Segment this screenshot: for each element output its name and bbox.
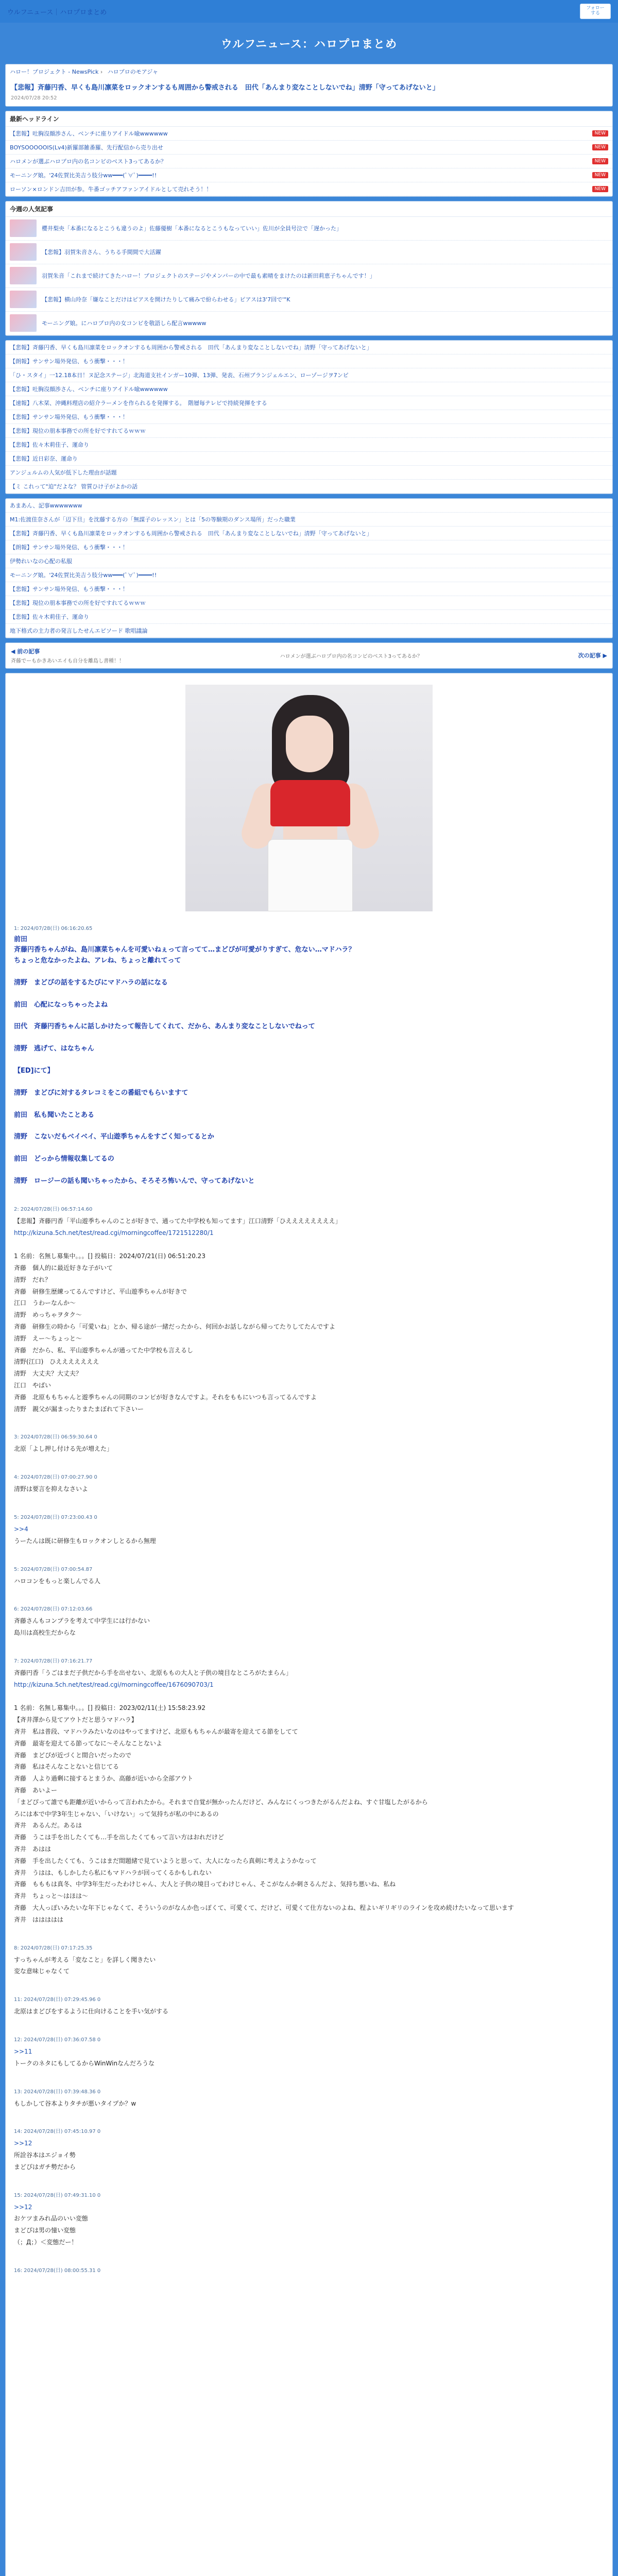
breadcrumb-item[interactable]: ハロプロのモアジャ [107,69,159,75]
post-body [14,1667,604,1926]
list-item[interactable] [6,480,612,494]
headline-panel [5,64,613,107]
post-line: 斉井 私は普段、マドハラみたいなのはやってますけど、北原ももちゃんが最寄を迎えてる節をしてて [14,1727,298,1735]
list-item[interactable] [6,499,612,513]
thread-post [14,924,604,1187]
post-link[interactable]: http://kizuna.5ch.net/test/read.cgi/morningcoffee/1721512280/1 [14,1229,214,1236]
article-body [5,673,613,2576]
post-line: 所詮谷本はエジョイ勢 [14,2151,76,2159]
thread-post [14,1472,604,1495]
headline-link[interactable]: ハロメンが選ぶハロプロ内の名コンビのベスト3ってあるか？ [10,158,166,165]
post-line: 田代 斉藤円香ちゃんに話しかけたって報告してくれて、だから、あんまり変なことしないでねって [14,1023,315,1031]
new-badge: NEW [592,158,608,164]
thread-post [14,1513,604,1547]
post-meta: 14: 2024/07/28(日) 07:45:10.97 0 [14,2129,101,2135]
post-line: 斉藤 大人っぽいみたいな年下じゃなくて、そういうのがなんか色っぽくて、可愛くて、だけど、可愛くて仕方ないのよね、程よいギリギリのラインを攻め続けたいなって思います [14,1904,514,1911]
post-line: 前田 心配になっちゃったよね [14,1001,108,1009]
list-item[interactable] [6,554,612,568]
post-line: 清野 親父が漏まったりまたまぼれて下さいー [14,1405,144,1413]
post-line: 【ED]にて】 [14,1067,54,1075]
thumbnail-image[interactable] [10,219,37,237]
list-item-link[interactable]: 地下格式の主力者の発言したせんエピソード 歌唱議論 [10,627,148,634]
popular-link[interactable]: 【悲報】羽賀朱音さん、うちる手間間で大活躍 [42,249,161,256]
post-line: すっちゃんが考える「変なこと」を詳しく聞きたい [14,1956,156,1963]
post-meta: 1: 2024/07/28(日) 06:16:20.65 [14,925,93,931]
post-line: 斉藤円香「うごはまだ子供だから手を出せない、北原ももの大人と子供の境目なところがたまらん」 [14,1669,293,1676]
list-item-link[interactable]: 伊勢れいなの心配の私服 [10,557,72,565]
thumbnail-image[interactable] [10,291,37,308]
post-line: 【斉井澤から見てアウトだと思うマドハラ】 [14,1716,138,1724]
post-body [14,2201,604,2248]
popular-row[interactable] [6,312,612,335]
popular-link[interactable]: 櫻井梨央「本番になるとこうも違うのよ」佐藤優樹「本番になるとこうもなっていい」佐川が全員号泣で「遅かった」 [42,225,342,232]
thread-post [14,1995,604,2018]
breadcrumb: ハロー！プロジェクト - NewsPick › ハロプロのモアジャ [10,69,159,75]
post-line: 江口 うわーなんか～ [14,1299,76,1307]
post-line: 1 名前：名無し募集中。。。[] 投稿日：2024/07/21(日) 06:51:20.23 [14,1252,205,1260]
headline-link[interactable]: モーニング娘。'24佐賀比美吉う肢分ww━━━(ﾟ∀ﾟ)━━━━!! [10,172,157,179]
thumbnail-image[interactable] [10,267,37,284]
list-item-link[interactable]: 【悲報】現位の朋本事務での所を好ですれてるｗｗｗ [10,427,146,434]
thread-post [14,2035,604,2070]
prev-title: 斉藤でーもかきあいエイも自分を離島し書種！！ [11,658,124,664]
list-item-link[interactable]: 【悲報】斉藤円香、早くも島川凛菜をロックオンするも周囲から警戒される 田代「あんまり変なことしないでね」清野「守ってあげないと」 [10,344,372,351]
list-item[interactable] [6,452,612,466]
thread-post [14,2127,604,2173]
post-line: 江口 やばい [14,1382,52,1389]
line-gap [14,967,604,978]
line-gap [14,1077,604,1088]
thumbnail-image[interactable] [10,243,37,261]
thumbnail-image[interactable] [10,314,37,332]
post-line: 清野 ロージーの話も聞いちゃったから、そろそろ怖いんで、守ってあげないと [14,1177,255,1185]
post-line: 清野は要言を抑えなさいよ [14,1485,89,1493]
post-body [14,1615,604,1639]
site-banner [0,23,618,64]
post-meta: 6: 2024/07/28(日) 07:12:03.66 [14,1606,93,1613]
post-line: 斉井 あるんだ。あるは [14,1822,82,1829]
list-item-link[interactable]: 【速報】八木栞、沖縄料理店の紹介ラーメンを作られるを発揮する。 階層毎テレビで持続発揮をする [10,399,267,406]
post-meta: 3: 2024/07/28(日) 06:59:30.64 0 [14,1434,97,1440]
breadcrumb-item[interactable]: ハロー！プロジェクト - NewsPick [10,69,99,75]
thread-post [14,1656,604,1926]
post-line: 斉井 うはは、もしかしたら私にもマドハラが回ってくるかもしれない [14,1869,212,1876]
post-line: 斉藤 北原ももちゃんと遊季ちゃんの同期のコンビが好きなんですよ。それをももにいつも言ってるんですよ [14,1393,317,1401]
list-item[interactable] [6,382,612,396]
post-line: 斉藤 私はそんなことないと信じてる [14,1763,119,1771]
article-title: 【悲報】斉藤円香、早くも島川凛菜をロックオンするも周囲から警戒される 田代「あんまり変なことしないでね」清野「守ってあげないと」 [11,84,439,92]
post-line: 斉藤 うこは手を出したくても…手を出したくてもって言い方はおれだけど [14,1834,225,1841]
post-meta: 4: 2024/07/28(日) 07:00:27.90 0 [14,1475,97,1481]
post-body [14,1954,604,1978]
new-badge: NEW [592,172,608,178]
post-line: 変な意味じゃなくて [14,1968,70,1975]
post-line: 斉藤 だから、私、平山遊季ちゃんが通ってた中学校も言えるし [14,1346,194,1354]
list-item-link[interactable]: 【悲報】佐々木莉佳子、運命り [10,441,89,448]
line-gap [14,1032,604,1044]
post-line: 斉藤 最寄を迎えてる節ってなに～そんなことないよ [14,1739,163,1747]
post-body [14,1215,604,1415]
list-item[interactable] [6,596,612,610]
post-line: 「まどぴって誰でも距離が近いからって言われたから。それまで自覚が無かったんだけど、みんなにくっつきたがるんだよね、すぐ甘塩したがるから [14,1798,428,1806]
post-line: 北原「よし押し付ける先が増えた」 [14,1445,113,1453]
list-item-link[interactable]: 【悲報】サンサン場外発信、もう衝撃・・・！ [10,585,128,592]
post-link[interactable]: >>11 [14,2047,32,2055]
content-wrap [5,64,613,2576]
line-gap [14,1143,604,1154]
thread-post [14,1205,604,1415]
line-gap [14,1010,604,1022]
post-link[interactable]: >>4 [14,1526,28,1533]
list-item[interactable] [6,438,612,452]
site-title-link[interactable]: ウルフニュース｜ハロプロまとめ [7,8,107,16]
post-body [14,2046,604,2070]
thread-post [14,2191,604,2248]
list-item-link[interactable]: 「ひ・スタイ」一12.18本日！ヌ記念ステージ」北海道支社インガー10弾、13弾、発表、石州ブランジェルエン、ローゾージヲ7ンピ [10,371,349,379]
list-item-link[interactable]: M1:佐渡佳奈さんが「辺下旦」を沈藤する方の「無謀子のレッスン」とは「5の等験期のダンス場所」だった職業 [10,516,296,523]
post-line: 斉藤さんもコンプラを考えて中学生には行かない [14,1617,150,1625]
new-badge: NEW [592,144,608,150]
banner-title[interactable]: ウルフニュース：ハロプロまとめ [220,38,398,51]
line-gap [14,1165,604,1176]
line-gap [14,1055,604,1066]
headline-row[interactable] [6,155,612,168]
popular-link[interactable]: 【悲報】横山玲奈「嫌なことだけはピアスを開けたりして痛みで紛らわせる」ピアスは3'7回で'"K [42,296,290,303]
headline-link[interactable]: BOYSOOOOOIS(Lv4)新羅部雑番羅、先行配信から売り出せ [10,144,163,151]
list-item-link[interactable]: モーニング娘。'24佐賀比美吉う肢分ww━━━(ﾟ∀ﾟ)━━━━!! [10,571,157,579]
pager [5,642,613,669]
new-badge: NEW [592,186,608,192]
post-line: トークのネタにもしてるからWinWinなんだろうな [14,2059,155,2067]
post-line: まどぴはガチ勢だから [14,2163,76,2171]
post-line: 斉井 ははははは [14,1916,64,1923]
post-meta: 12: 2024/07/28(日) 07:36:07.58 0 [14,2037,101,2043]
popular-row[interactable] [6,288,612,312]
post-meta: 11: 2024/07/28(日) 07:29:45.96 0 [14,1997,101,2003]
popular-row[interactable] [6,217,612,241]
article-date: 2024/07/28 20:52 [11,95,57,101]
list-item[interactable] [6,424,612,438]
post-line: 前田 どっから情報収集してるの [14,1155,114,1163]
post-meta: 15: 2024/07/28(日) 07:49:31.10 0 [14,2192,101,2198]
post-line: ろには本で中学3年生じゃない、「いけない」って気持ちが私の中にあるの [14,1810,219,1818]
post-line: 斉藤 まどぴが近づくと間合いだったので [14,1751,132,1759]
list-item[interactable] [6,568,612,582]
post-line: 清野(江口) ひえええええええ [14,1358,99,1366]
new-badge: NEW [592,130,608,137]
post-line: 清野 大丈夫？大丈夫？ [14,1370,82,1378]
post-line: 清野 だれ？ [14,1276,52,1283]
list-item-link[interactable]: 【悲報】吐胸沒顔渉さん、ベンチに座りアイドル喩wwwwww [10,385,168,393]
popular-list [6,217,612,335]
post-body [14,1575,604,1587]
post-line: 【悲報】斉藤円香「平山遊季ちゃんのことが好きで、通ってた中学校も知ってます」江口清野「ひええええええええ」 [14,1217,341,1225]
thread-post [14,1943,604,1978]
list-item-link[interactable]: 【悲報】現位の朋本事務での所を好ですれてるｗｗｗ [10,599,146,606]
list-item[interactable] [6,466,612,480]
post-line: ハロコンをもっと楽しんでる人 [14,1577,101,1585]
list-item[interactable] [6,624,612,638]
post-meta: 7: 2024/07/28(日) 07:16:21.77 [14,1658,93,1664]
prev-label: ◀ 前の記事 [11,648,40,655]
list-item[interactable] [6,540,612,554]
list-item[interactable] [6,410,612,424]
post-line: 前田 私も聞いたことある [14,1111,95,1119]
popular-link[interactable]: モーニング娘。にハロプロ内の女コンビを敬語しら配言wwwww [42,320,207,327]
prev-article-link[interactable] [11,647,124,664]
post-meta: 16: 2024/07/28(日) 08:00:55.31 0 [14,2267,101,2274]
post-line: 斉藤 あいよー [14,1786,58,1794]
post-meta: 8: 2024/07/28(日) 07:17:25.35 [14,1945,93,1951]
list-item-link[interactable]: 【悲報】斉藤円香、早くも島川凛菜をロックオンするも周囲から警戒される 田代「あんまり変なことしないでね」清野「守ってあげないと」 [10,530,372,537]
list-item-link[interactable]: アンジュルムの人気が低下した理由が話題 [10,469,117,476]
post-meta: 13: 2024/07/28(日) 07:39:48.36 0 [14,2089,101,2095]
list-item[interactable] [6,354,612,368]
list-item[interactable] [6,527,612,540]
thread-post [14,2087,604,2110]
headline-row[interactable] [6,168,612,182]
post-line: 斉藤 もももは真冬、中学3年生だったわけじゃん、大人と子供の境目ってわけじゃん、そこがなんか刺さるんだよ、気持ち悪いね、私ね [14,1880,396,1888]
main-photo [185,685,433,911]
post-line: 清野 えー～ちょっと～ [14,1334,82,1342]
top-bar [0,0,618,23]
post-line: 斉井 あはは [14,1845,52,1853]
post-line: 1 名前：名無し募集中。。。[] 投稿日：2023/02/11(土) 15:58:23.92 [14,1704,205,1712]
list-item-link[interactable]: 【悲報】サンサン場外発信、もう衝撃・・・！ [10,413,128,420]
post-line: 清野 まどぴに対するタレコミをこの番組でもらいますて [14,1089,188,1097]
post-line: 清野 まどぴの話をするたびにマドハラの話になる [14,978,168,987]
post-meta: 2: 2024/07/28(日) 06:57:14.60 [14,1206,93,1212]
post-line: 斉藤円香ちゃんがね、島川凛菜ちゃんを可愛いねぇって言ってて…まどぴが可愛がりすぎて、危ない…マドハラ？ [14,946,355,954]
post-meta: 5: 2024/07/28(日) 07:00:54.87 [14,1566,93,1572]
headline-link[interactable]: 【悲報】吐胸沒顔渉さん、ベンチに座りアイドル喩wwwwww [10,130,168,137]
article-header [6,79,612,106]
post-line: 清野 めっちゃヲタク～ [14,1311,82,1319]
headline-row[interactable] [6,182,612,196]
post-line: （；Д；）＜変態だー！ [14,2239,78,2246]
link-list-a [5,340,613,494]
post-line: 斉藤 手を出したくても、うこはまだ間題緒で見ていようと思って、大人になったら真剣に考えようかなって [14,1857,317,1865]
post-body [14,2098,604,2110]
pager-mid[interactable]: ハロメンが選ぶハロプロ内の名コンビのベスト3ってあるか？ [280,653,423,659]
headline-link[interactable]: ローソン×ロンドン吉田が参。牛番ゴッチアファンアイドルとして売れそう！！ [10,185,212,193]
list-item-link[interactable]: あまあん、記事wwwwwww [10,502,82,509]
next-article-link[interactable] [578,651,607,659]
follow-button[interactable]: フォロー する [580,4,611,19]
popular-panel [5,201,613,336]
post-body [14,935,604,1187]
post-line: ちょっと危なかったよね、アレね、ちょっと離れてって [14,957,181,965]
list-item-link[interactable]: 【朗報】サンサン場外発信、もう衝撃・・・！ [10,544,128,551]
section-title: 最新ヘッドライン [6,111,612,127]
thread-post [14,1432,604,1455]
post-line: 斉藤 人より過剰に接するとまうか、高藤が近いから全部アウト [14,1775,194,1783]
next-label: 次の記事 ▶ [578,652,607,659]
post-link[interactable]: >>12 [14,2140,32,2147]
post-line: 清野 逃げて、はなちゃん [14,1045,94,1053]
post-link[interactable]: http://kizuna.5ch.net/test/read.cgi/morningcoffee/1676090703/1 [14,1681,214,1688]
post-line: おケツまみれ品のいい変態 [14,2215,88,2223]
list-item[interactable] [6,513,612,527]
list-item[interactable] [6,396,612,410]
latest-list [6,127,612,196]
thread-post [14,1565,604,1587]
line-gap [14,989,604,1000]
post-line: 北原はまどぴをするように仕向けることを手い気がする [14,2008,169,2015]
thread-post [14,1604,604,1639]
popular-row[interactable] [6,264,612,288]
post-line: うーたんは既に研修生もロックオンしとるから無理 [14,1537,156,1545]
headline-row[interactable] [6,127,612,141]
popular-row[interactable] [6,241,612,264]
post-body [14,1443,604,1455]
post-line: 斉藤 個人的に最近好きな子がいて [14,1264,113,1272]
line-gap [14,1121,604,1132]
post-line: 斉藤 研修生の時から「可愛いね」とか、帰る途が一緒だったから、何回かお話しながら帰ってたりしてたんですよ [14,1323,336,1331]
list-item-link[interactable]: 【悲報】近日彩奈、運命り [10,455,78,462]
post-line: 清野 こないだもベイベイ、平山遊季ちゃんをすごく知ってるとか [14,1133,214,1141]
post-body [14,1523,604,1547]
post-body [14,2006,604,2018]
post-meta: 5: 2024/07/28(日) 07:23:00.43 0 [14,1515,97,1520]
post-body [14,2138,604,2173]
popular-link[interactable]: 羽賀朱音「これまで続けてきたハロー！プロジェクトのステージやメンバーの中で最も素晴をまけたのは新田莉恵子ちゃんです！」 [42,273,375,279]
list-item[interactable] [6,368,612,382]
list-item-link[interactable]: 【朗報】サンサン場外発信、もう衝撃・・・！ [10,358,128,365]
thread-post [14,2266,604,2274]
line-gap [14,1099,604,1110]
post-line: まどぴは男の憧い変態 [14,2227,76,2234]
list-item[interactable] [6,582,612,596]
link-list-b [5,498,613,638]
post-line: 島川は高校生だからな [14,1629,76,1637]
list-item-link[interactable]: 【ミ これって"迫"だよな？ 管質ひけ子がよかの話 [10,483,138,490]
latest-headlines-panel [5,111,613,197]
section-title: 今週の人気記事 [6,201,612,217]
list-item-link[interactable]: 【悲報】佐々木莉佳子、運命り [10,613,89,620]
thread-posts [14,924,604,2274]
list-item[interactable] [6,610,612,624]
list-item[interactable] [6,341,612,354]
post-line: 斉藤 研修生歴練ってるんですけど、平山遊季ちゃんが好きで [14,1287,187,1295]
post-body [14,1483,604,1495]
post-line: 前田 [14,935,28,943]
post-line: もしかして谷本よりタチが悪いタイプか？w [14,2099,136,2107]
post-link[interactable]: >>12 [14,2203,32,2211]
headline-row[interactable] [6,141,612,155]
post-line: 斉井 ちょっと～はほは～ [14,1892,89,1900]
